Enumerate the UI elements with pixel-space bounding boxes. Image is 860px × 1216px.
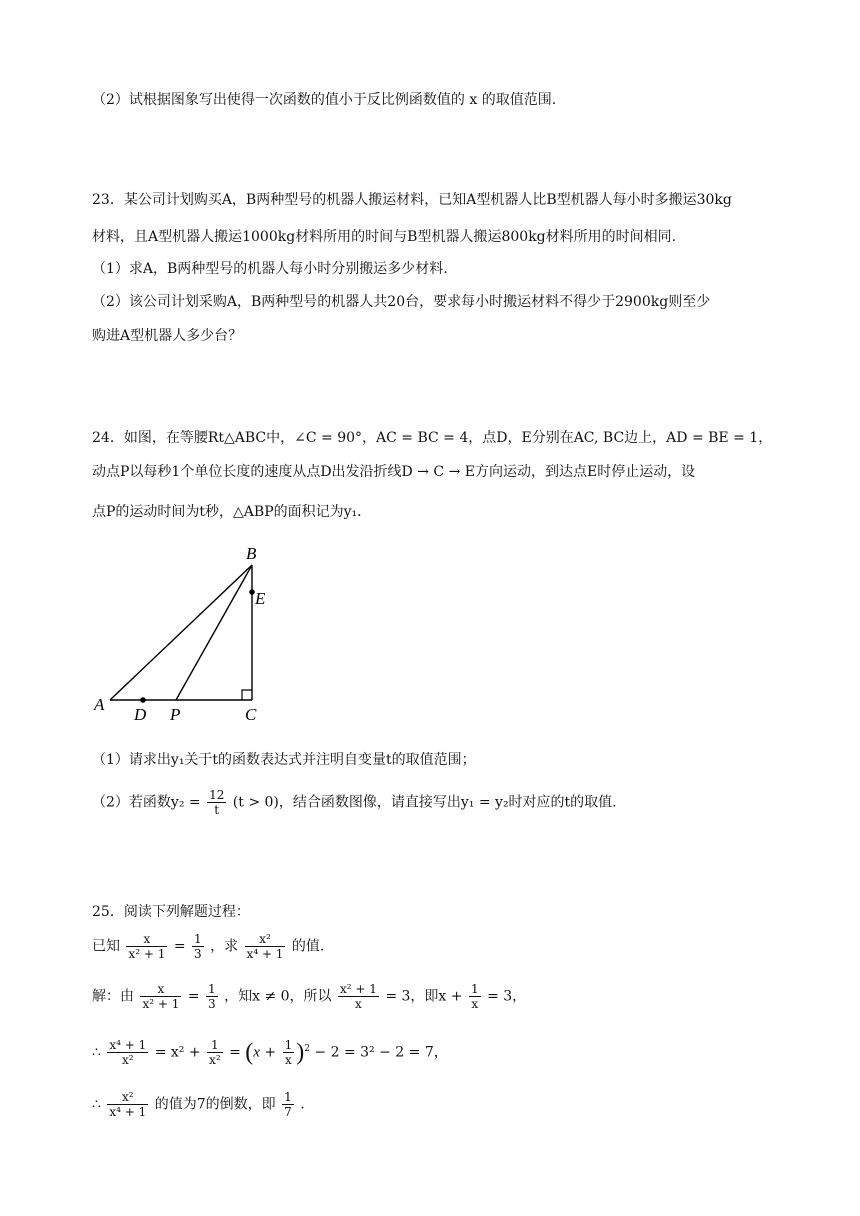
triangle-figure [92,540,292,725]
q25-solution-line3: ∴ $\frac{\text{x²}}{\text{x⁴ + 1}}$ 的值为7的倒数，即 $\frac{1}{7}$ . [92,1090,305,1119]
q24-part1: （1）请求出y₁关于t的函数表达式并注明自变量t的取值范围； [92,752,476,768]
label-e: E [255,589,266,608]
fraction-step3-a: $\frac{\text{x²}}{\text{x⁴ + 1}}$ [109,1090,147,1119]
point-e-dot [249,589,255,595]
point-d-dot [140,697,146,703]
q24-line2: 动点P以每秒1个单位长度的速度从点D出发沿折线D → C → E方向运动，到达点E时停止运动，设 [92,464,696,480]
label-c: C [245,705,257,724]
segment-ab [110,565,252,700]
q24-part2-suffix: (t > 0)，结合函数图像，请直接写出y₁ = y₂时对应的t的取值. [232,794,617,811]
fraction-sol-given: $\frac{x}{\text{x² + 1}}$ [142,982,180,1011]
fraction-step2-a: $\frac{\text{x⁴ + 1}}{\text{x²}}$ [109,1038,147,1067]
segment-bp [176,565,252,700]
q24-line3: 点P的运动时间为t秒，△ABP的面积记为y₁. [92,504,362,520]
fraction-sol-3: $\frac{1}{x}$ [470,982,479,1011]
fraction-step2-c: $\frac{1}{x}$ [284,1038,293,1067]
q23-line1: 23．某公司计划购买A，B两种型号的机器人搬运材料，已知A型机器人比B型机器人每小时多搬运30kg [92,192,732,208]
fraction-sol-2: $\frac{\text{x² + 1}}{x}$ [339,982,377,1011]
q24-line1: 24．如图，在等腰Rt△ABC中，∠C = 90°，AC = BC = 4，点D，E分别在AC, BC边上，AD = BE = 1， [92,430,773,446]
q23-part1: （1）求A，B两种型号的机器人每小时分别搬运多少材料. [92,261,448,277]
q25-solution-line2: ∴ $\frac{\text{x⁴ + 1}}{\text{x²}}$ = x² + $\frac{1}{\text{x²}}$ = (x + $\frac{1}{x}$ )$^2$ − 2 = 3² − 2 = 7， [92,1038,448,1067]
q23-part2b: 购进A型机器人多少台？ [92,328,243,344]
q23-part2a: （2）该公司计划采购A，B两种型号的机器人共20台，要求每小时搬运材料不得少于2900kg则至少 [92,294,711,310]
label-a: A [94,695,105,714]
fraction-one-seventh: $\frac{1}{7}$ [284,1090,292,1119]
fraction-given: $\frac{x}{\text{x² + 1}}$ [128,932,166,961]
q25-solution-line1: 解：由 $\frac{x}{\text{x² + 1}}$ = $\frac{1}{3}$ ，知x ≠ 0，所以 $\frac{\text{x² + 1}}{x}$ = 3，即x + $\frac{1}{x}$ = 3， [92,982,527,1011]
label-b: B [246,544,257,563]
fraction-sol-third: $\frac{1}{3}$ [208,982,216,1011]
right-angle-mark [242,690,252,700]
label-p: P [170,705,181,724]
q24-part2-prefix: （2）若函数y₂ = [92,794,201,811]
q23-line2: 材料，且A型机器人搬运1000kg材料所用的时间与B型机器人搬运800kg材料所用的时间相同. [92,229,677,245]
q22-part2: （2）试根据图象写出使得一次函数的值小于反比例函数值的 x 的取值范围. [92,92,557,108]
fraction-12-over-t: $\frac{12}{t}$ [209,788,225,817]
label-d: D [134,705,147,724]
fraction-step2-b: $\frac{1}{\text{x²}}$ [209,1038,221,1067]
q25-title: 25．阅读下列解题过程： [92,904,250,920]
fraction-one-third: $\frac{1}{3}$ [194,932,202,961]
fraction-ask: $\frac{\text{x²}}{\text{x⁴ + 1}}$ [246,932,284,961]
q25-given: 已知 $\frac{x}{\text{x² + 1}}$ = $\frac{1}{3}$ ，求 $\frac{\text{x²}}{\text{x⁴ + 1}}$ 的值. [92,932,325,961]
q24-part2 [92,788,617,817]
